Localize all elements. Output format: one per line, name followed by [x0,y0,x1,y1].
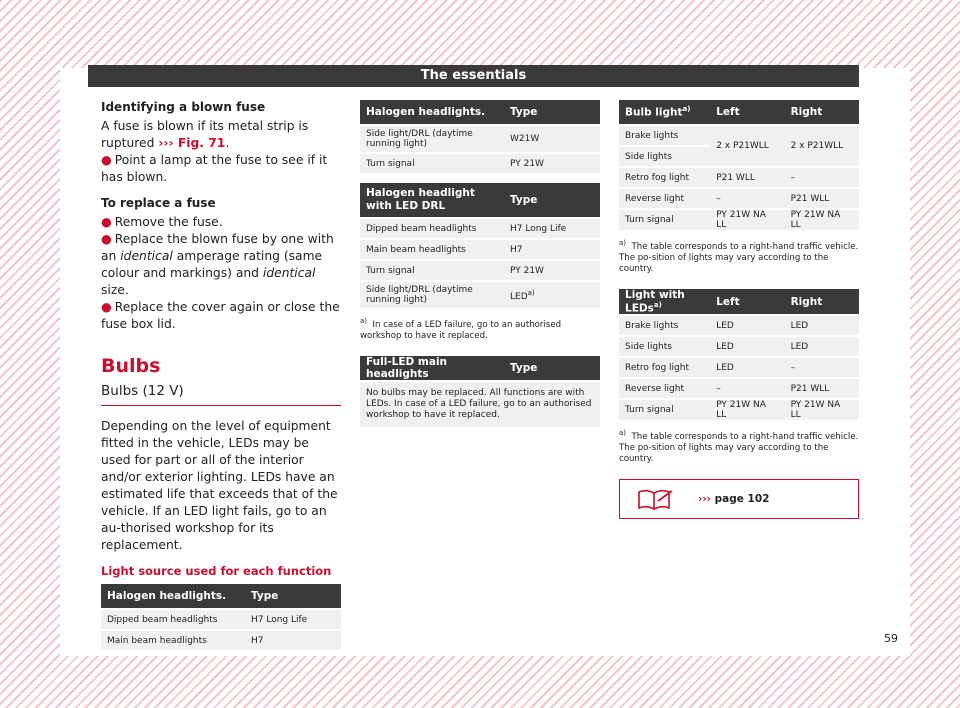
table-row: Turn signal PY 21W [360,259,600,280]
halogen-table-part2 [360,100,600,173]
table-row: No bulbs may be replaced. All functions are with LEDs. In case of a LED failure, go to an authorised workshop to have it replaced. [360,380,600,427]
sub-title: Bulbs (12 V) [101,383,341,406]
column-2 [360,100,600,427]
bullet-icon: ● [101,232,112,246]
replace-fuse-heading: To replace a fuse [101,196,216,210]
table-row: Side light/DRL (daytime running light) LED$^{a)}$ [360,280,600,308]
figure-link[interactable]: ››› Fig. 71 [158,136,226,150]
table-header: Halogen headlight with LED DRL [360,183,504,217]
table-row: Dipped beam headlights H7 Long Life [101,608,341,629]
bullet-icon: ● [101,300,112,314]
book-icon [636,487,674,511]
bullet-icon: ● [101,153,112,167]
table-header: Halogen headlights. [360,100,504,124]
table-row: Main beam headlights H7 [101,629,341,650]
table-header: Bulb light$^{a)}$ [619,100,710,124]
table-header: Right [785,100,859,124]
full-led-table [360,356,600,427]
led-light-table [619,289,859,421]
table-row: Retro fog light LED – [619,356,859,377]
section-title: Bulbs [101,355,161,377]
table-header: Type [245,584,341,608]
table-row: Turn signal PY 21W [360,152,600,173]
table-row: Turn signal PY 21W NA LL PY 21W NA LL [619,398,859,420]
page-header: The essentials [88,65,859,87]
bullet-item: ● Point a lamp at the fuse to see if it has blown. [101,153,328,184]
bulbs-body: Depending on the level of equipment fitted in the vehicle, LEDs may be used for part or all of the interior and/or exterior lighting. LEDs have an estimated life that exceeds that of the vehicle. If an LED light fails, go to an au-thorised workshop for its replacement. [101,419,338,552]
table-row: Reverse light – P21 WLL [619,377,859,398]
table-row: Turn signal PY 21W NA LL PY 21W NA LL [619,208,859,230]
footnote: $^{a)}$ In case of a LED failure, go to an authorised workshop to have it replaced. [360,317,562,341]
table-header: Halogen headlights. [101,584,245,608]
column-1 [101,100,341,650]
table-header: Left [710,289,784,315]
page-reference-box[interactable] [619,479,859,519]
table-header: Light with LEDs$^{a)}$ [619,289,710,315]
bullet-item: ● Remove the fuse. [101,215,223,229]
bullet-icon: ● [101,215,112,229]
table-row: Side light/DRL (daytime running light) W21W [360,124,600,152]
page-number: 59 [884,632,898,645]
footnote: $^{a)}$ The table corresponds to a right-hand traffic vehicle. The po-sition of lights may vary according to the country. [619,429,859,465]
table-header: Right [785,289,859,315]
table-row: Retro fog light P21 WLL – [619,166,859,187]
table-header: Left [710,100,784,124]
table-row: Dipped beam headlights H7 Long Life [360,217,600,238]
column-3 [619,100,859,519]
table-header: Type [504,100,600,124]
table-header: Type [504,183,600,217]
table-header: Type [504,356,600,380]
bullet-item: ● Replace the blown fuse by one with an identical amperage rating (same colour and markings) and identical size. [101,232,334,297]
table-row: Brake lights LED LED [619,314,859,335]
table-row: Brake lights 2 x P21WLL 2 x P21WLL [619,124,859,145]
blown-fuse-intro: A fuse is blown if its metal strip is ruptured ››› Fig. 71. [101,119,309,150]
table-row: Side lights [619,145,859,166]
table-row: Main beam headlights H7 [360,238,600,259]
page-reference-link[interactable]: ››› page 102 [698,493,770,506]
table-row: Side lights LED LED [619,335,859,356]
table-header: Full-LED main headlights [360,356,504,380]
table-caption: Light source used for each function [101,564,332,578]
bulb-light-table [619,100,859,230]
bullet-item: ● Replace the cover again or close the fuse box lid. [101,300,340,331]
footnote: $^{a)}$ The table corresponds to a right-hand traffic vehicle. The po-sition of lights may vary according to the country. [619,239,859,274]
halogen-table-part1 [101,584,341,650]
blown-fuse-heading: Identifying a blown fuse [101,100,266,114]
led-drl-table [360,183,600,308]
table-row: Reverse light – P21 WLL [619,187,859,208]
